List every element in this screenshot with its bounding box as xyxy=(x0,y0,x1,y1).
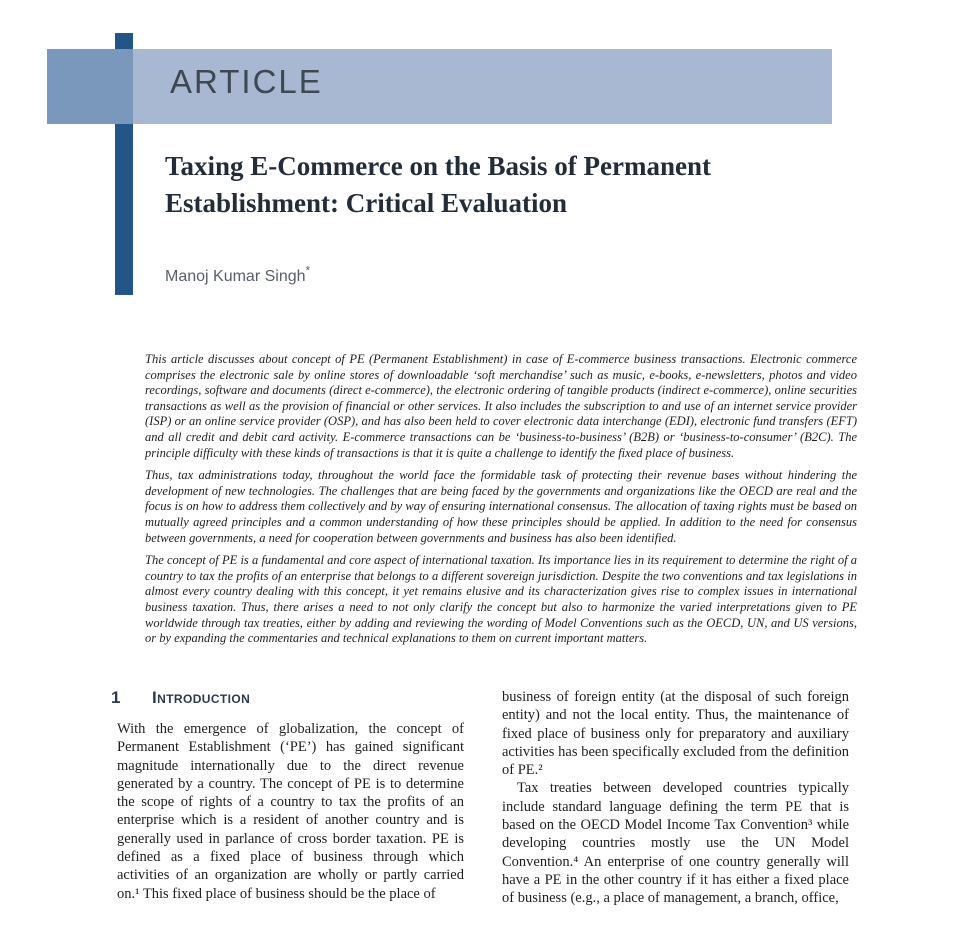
body-paragraph: Tax treaties between developed countries typically include standard language defining the term PE that is based on the OECD Model Income Tax Convention³ while developing countries mostly use the UN Model Convention.⁴ An enterprise of one country generally will have a PE in the other country if it has either a fixed place of business (e.g., a place of management, a branch, office, xyxy=(502,780,849,907)
author-footnote-mark: * xyxy=(305,263,311,278)
author-line xyxy=(165,263,311,286)
article-title: Taxing E-Commerce on the Basis of Permanent Establishment: Critical Evaluation xyxy=(165,151,711,218)
author-name: Manoj Kumar Singh xyxy=(165,268,306,285)
abstract-paragraph: This article discusses about concept of PE (Permanent Establishment) in case of E-commerce business transactions. Electronic commerce comprises the electronic sale by online stores of downloadable ‘soft merchandise’ such as music, e-books, e-newsletters, photos and video recordings, software and documents (direct e-commerce), the electronic ordering of tangible products (indirect e-commerce), online securities transactions as well as the provision of financial or other services. It also includes the subscription to and use of an internet service provider (ISP) or an online service provider (OSP), and has also been held to cover electronic data interchange (EDI), electronic fund transfers (EFT) and all credit and debit card activity. E-commerce transactions can be ‘business-to-business’ (B2B) or ‘business-to-consumer’ (B2C). The principle difficulty with these kinds of transactions is that it is quite a challenge to identify the fixed place of business. xyxy=(145,352,857,460)
body-left-column xyxy=(111,688,464,908)
article-banner xyxy=(133,49,832,124)
banner-label: ARTICLE xyxy=(170,63,323,100)
body-paragraph: With the emergence of globalization, the concept of Permanent Establishment (‘PE’) has gained significant magnitude internationally due to the direct revenue generated by a country. The concept of PE is to determine the scope of rights of a country to tax the profits of an enterprise which is a resident of another country and is generally used in parlance of cross border taxation. PE is defined as a fixed place of business through which activities of an organization are wholly or partly carried on.¹ This fixed place of business should be the place of xyxy=(117,721,464,902)
abstract-paragraph: Thus, tax administrations today, throughout the world face the formidable task of protecting their revenue bases without hindering the development of new technologies. The challenges that are being faced by the governments and organizations like the OECD are real and the focus is on how to address them collectively and by way of ensuring international consensus. The allocation of taxing rights must be based on mutually agreed principles and a common understanding of how these principles should be applied. In addition to the need for consensus between governments, a need for cooperation between governments and business has also been identified. xyxy=(145,468,857,545)
body-right-column xyxy=(502,688,849,908)
body-columns xyxy=(111,688,850,908)
article-banner-left-segment xyxy=(47,49,133,124)
section-number: 1 xyxy=(111,688,121,707)
body-paragraph: business of foreign entity (at the disposal of such foreign entity) and not the local entity. Thus, the maintenance of fixed place of business only for preparatory and auxiliary activities has been specifically excluded from the definition of PE.² xyxy=(502,689,849,779)
section-title: Introduction xyxy=(152,688,251,707)
section-heading xyxy=(111,688,464,708)
abstract xyxy=(145,352,857,654)
abstract-paragraph: The concept of PE is a fundamental and core aspect of international taxation. Its importance lies in its requirement to determine the right of a country to tax the profits of an enterprise that belongs to a different sovereign jurisdiction. Despite the two conventions and tax legislations in almost every country dealing with this concept, it yet remains elusive and its characterization gives rise to complex issues in international business taxation. Thus, there arises a need to not only clarify the concept but also to harmonize the varied interpretations given to PE worldwide through tax treaties, either by adding and reviewing the wording of Model Conventions such as the OECD, UN, and US versions, or by expanding the commentaries and technical explanations to them on current important matters. xyxy=(145,553,857,646)
